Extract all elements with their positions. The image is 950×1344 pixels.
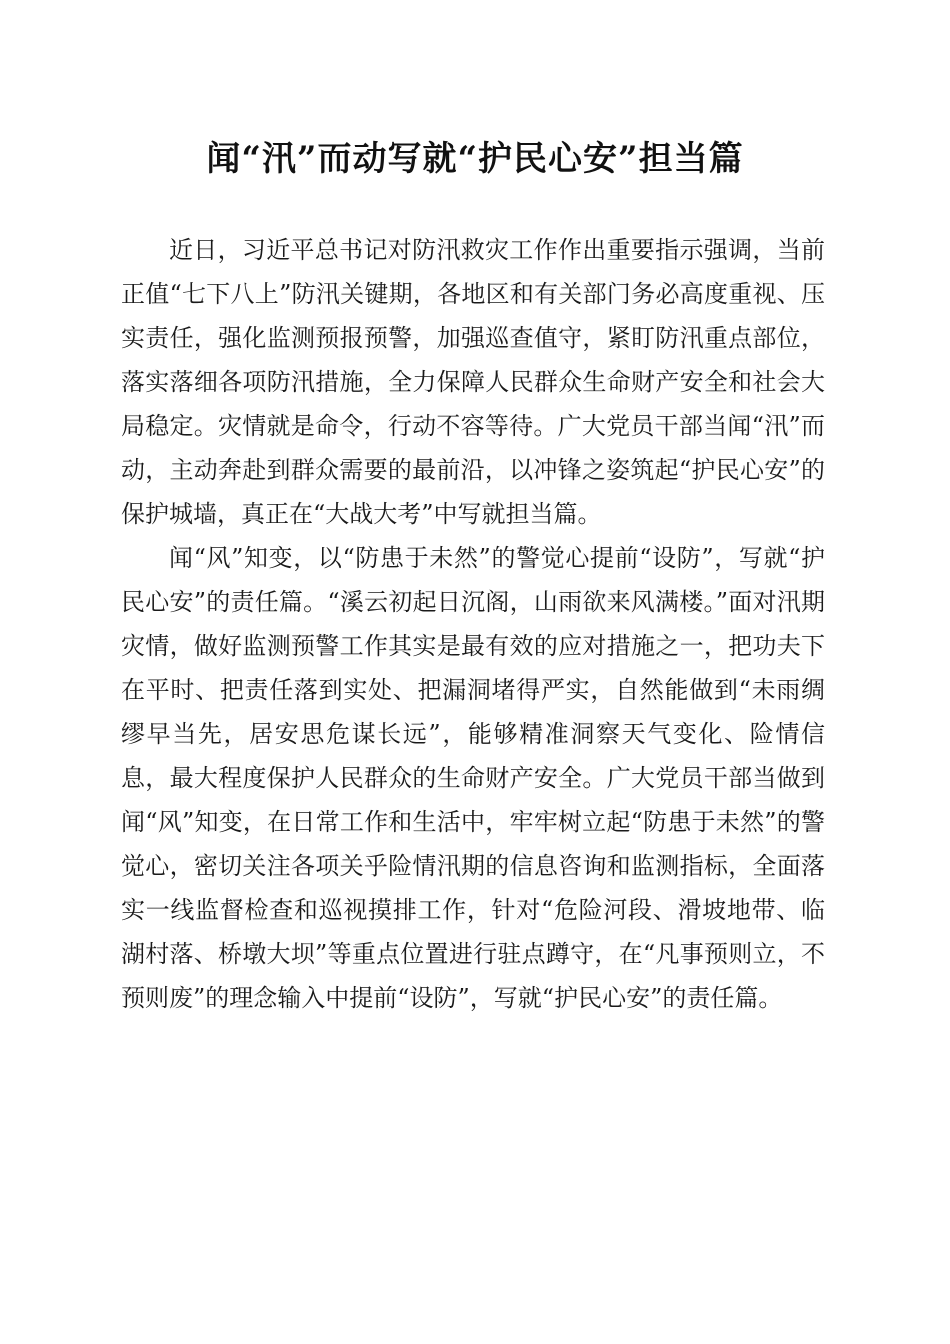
paragraph-1: 近日，习近平总书记对防汛救灾工作作出重要指示强调，当前正值“七下八上”防汛关键期，各地区和有关部门务必高度重视、压实责任，强化监测预报预警，加强巡查值守，紧盯防汛重点部位，落实落细各项防汛措施，全力保障人民群众生命财产安全和社会大局稳定。灾情就是命令，行动不容等待。广大党员干部当闻“汛”而动，主动奔赴到群众需要的最前沿，以冲锋之姿筑起“护民心安”的保护城墙，真正在“大战大考”中写就担当篇。: [121, 236, 825, 528]
paragraph-2: 闻“风”知变，以“防患于未然”的警觉心提前“设防”，写就“护民心安”的责任篇。“溪云初起日沉阁，山雨欲来风满楼。”面对汛期灾情，做好监测预警工作其实是最有效的应对措施之一，把功夫下在平时、把责任落到实处、把漏洞堵得严实，自然能做到“未雨绸缪早当先，居安思危谋长远”，能够精准洞察天气变化、险情信息，最大程度保护人民群众的生命财产安全。广大党员干部当做到闻“风”知变，在日常工作和生活中，牢牢树立起“防患于未然”的警觉心，密切关注各项关乎险情汛期的信息咨询和监测指标，全面落实一线监督检查和巡视摸排工作，针对“危险河段、滑坡地带、临湖村落、桥墩大坝”等重点位置进行驻点蹲守，在“凡事预则立，不预则废”的理念输入中提前“设防”，写就“护民心安”的责任篇。: [121, 544, 825, 1012]
document-body: [121, 228, 825, 1020]
document-title: 闻“汛”而动写就“护民心安”担当篇: [206, 139, 744, 179]
